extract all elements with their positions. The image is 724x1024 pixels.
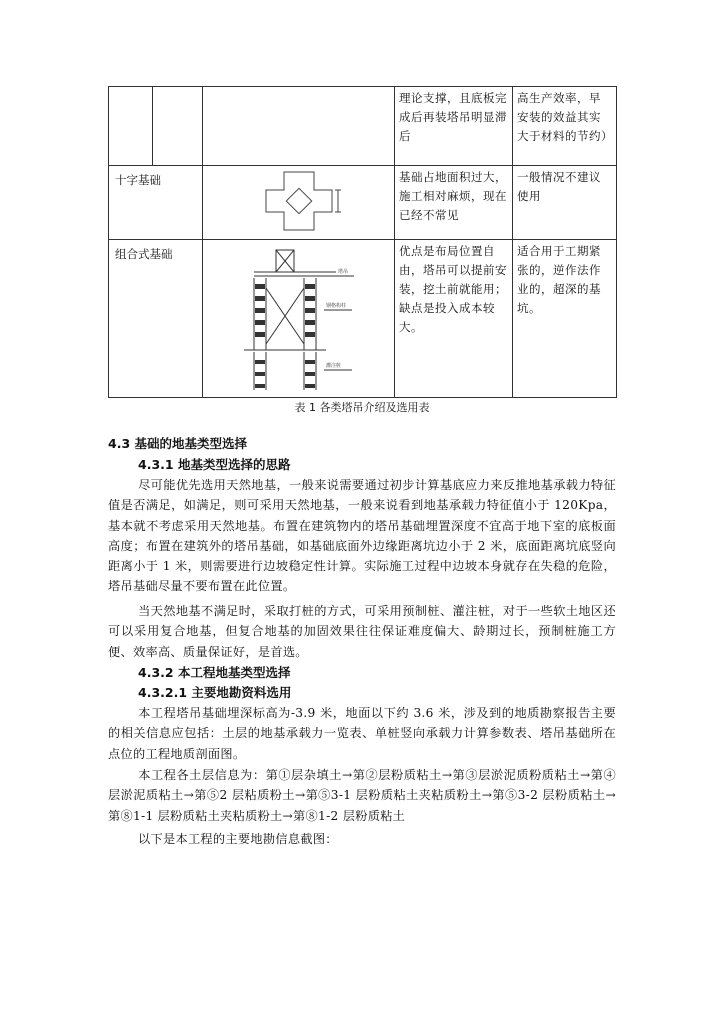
paragraph-text: 尽可能优先选用天然地基，一般来说需要通过初步计算基底应力来反推地基承载力特征值是否满足，如满足，则可采用天然地基，一般来说看到地基承载力特征值小于 120Kpa，基本就不考虑采用天然地基。布置在建筑物内的塔吊基础埋置深度不宜高于地下室的底板面高度；布置在建筑外的塔吊基础，如基础底面外边缘距离坑边小于 2 米，底面距离坑底竖向距离小于 1 米，则需要进行边坡稳定性计算。实际施工过程中边坡本身就存在失稳的危险，塔吊基础尽量不要布置在此位置。 [108,478,616,594]
table-cell [395,87,513,166]
paragraph-text: 本工程各土层信息为：第①层杂填土→第②层粉质粘土→第③层淤泥质粉质粘土→第④层淤泥质粘土→第⑤2 层粘质粉土→第⑤3-1 层粉质粘土夹粘质粉土→第⑤3-2 层粉质粘土→第⑧1-1 层粉质粘土夹粘质粉土→第⑧1-2 层粉质粘土 [108,768,616,823]
table-cell [203,240,395,398]
table-cell [109,87,153,166]
paragraph-text: 本工程塔吊基础埋深标高为-3.9 米，地面以下约 3.6 米，涉及到的地质勘察报告主要的相关信息应包括：土层的地基承载力一览表、单桩竖向承载力计算参数表、塔吊基础所在点位的工程地质剖面图。 [108,706,616,761]
paragraph [108,765,616,826]
tower-crane-table [108,86,617,398]
paragraph [108,703,616,764]
advantage-text: 理论支撑，且底板完成后再装塔吊明显滞后 [399,91,507,143]
section-heading: 4.3 基础的地基类型选择 [108,436,247,451]
subsection-heading: 4.3.2 本工程地基类型选择 [138,665,291,680]
figure-label: 钢格构柱 [325,303,346,309]
table-cell [109,166,203,240]
paragraph-text: 以下是本工程的主要地勘信息截图： [138,832,338,846]
table-row [109,240,617,398]
figure-label: 灌注桩 [325,363,341,369]
table-cell [203,166,395,240]
table-cell [153,87,203,166]
combination-foundation-figure [224,240,374,394]
subsection-heading: 4.3.2.1 主要地勘资料选用 [138,685,292,700]
table-caption: 表 1 各类塔吊介绍及选用表 [294,401,430,414]
table-row [109,87,617,166]
paragraph [108,475,616,597]
advantage-text: 基础占地面积过大，施工相对麻烦，现在已经不常见 [399,170,507,222]
cross-foundation-figure [204,166,394,236]
figure-label: 塔吊 [337,269,348,275]
subsection-heading: 4.3.1 地基类型选择的思路 [138,457,291,472]
suitability-text: 适合用于工期紧张的，逆作法作业的，超深的基坑。 [517,244,601,315]
table-row [109,166,617,240]
paragraph [108,829,616,849]
paragraph-text: 当天然地基不满足时，采取打桩的方式，可采用预制桩、灌注桩，对于一些软土地区还可以采用复合地基，但复合地基的加固效果往往保证难度偏大、龄期过长，预制桩施工方便、效率高、质量保证好，是首选。 [108,604,616,659]
foundation-name: 十字基础 [115,173,161,187]
table-cell [395,240,513,398]
table-cell [395,166,513,240]
table-cell [513,87,617,166]
table-cell [513,166,617,240]
foundation-name: 组合式基础 [115,247,173,261]
suitability-text: 一般情况不建议使用 [517,170,601,203]
suitability-text: 高生产效率，早安装的效益其实大于材料的节约） [517,91,613,143]
table-cell [109,240,203,398]
advantage-text: 优点是布局位置自由，塔吊可以提前安装，挖土前就能用；缺点是投入成本较大。 [399,244,507,334]
paragraph [108,601,616,662]
table-cell [203,87,395,166]
table-cell [513,240,617,398]
